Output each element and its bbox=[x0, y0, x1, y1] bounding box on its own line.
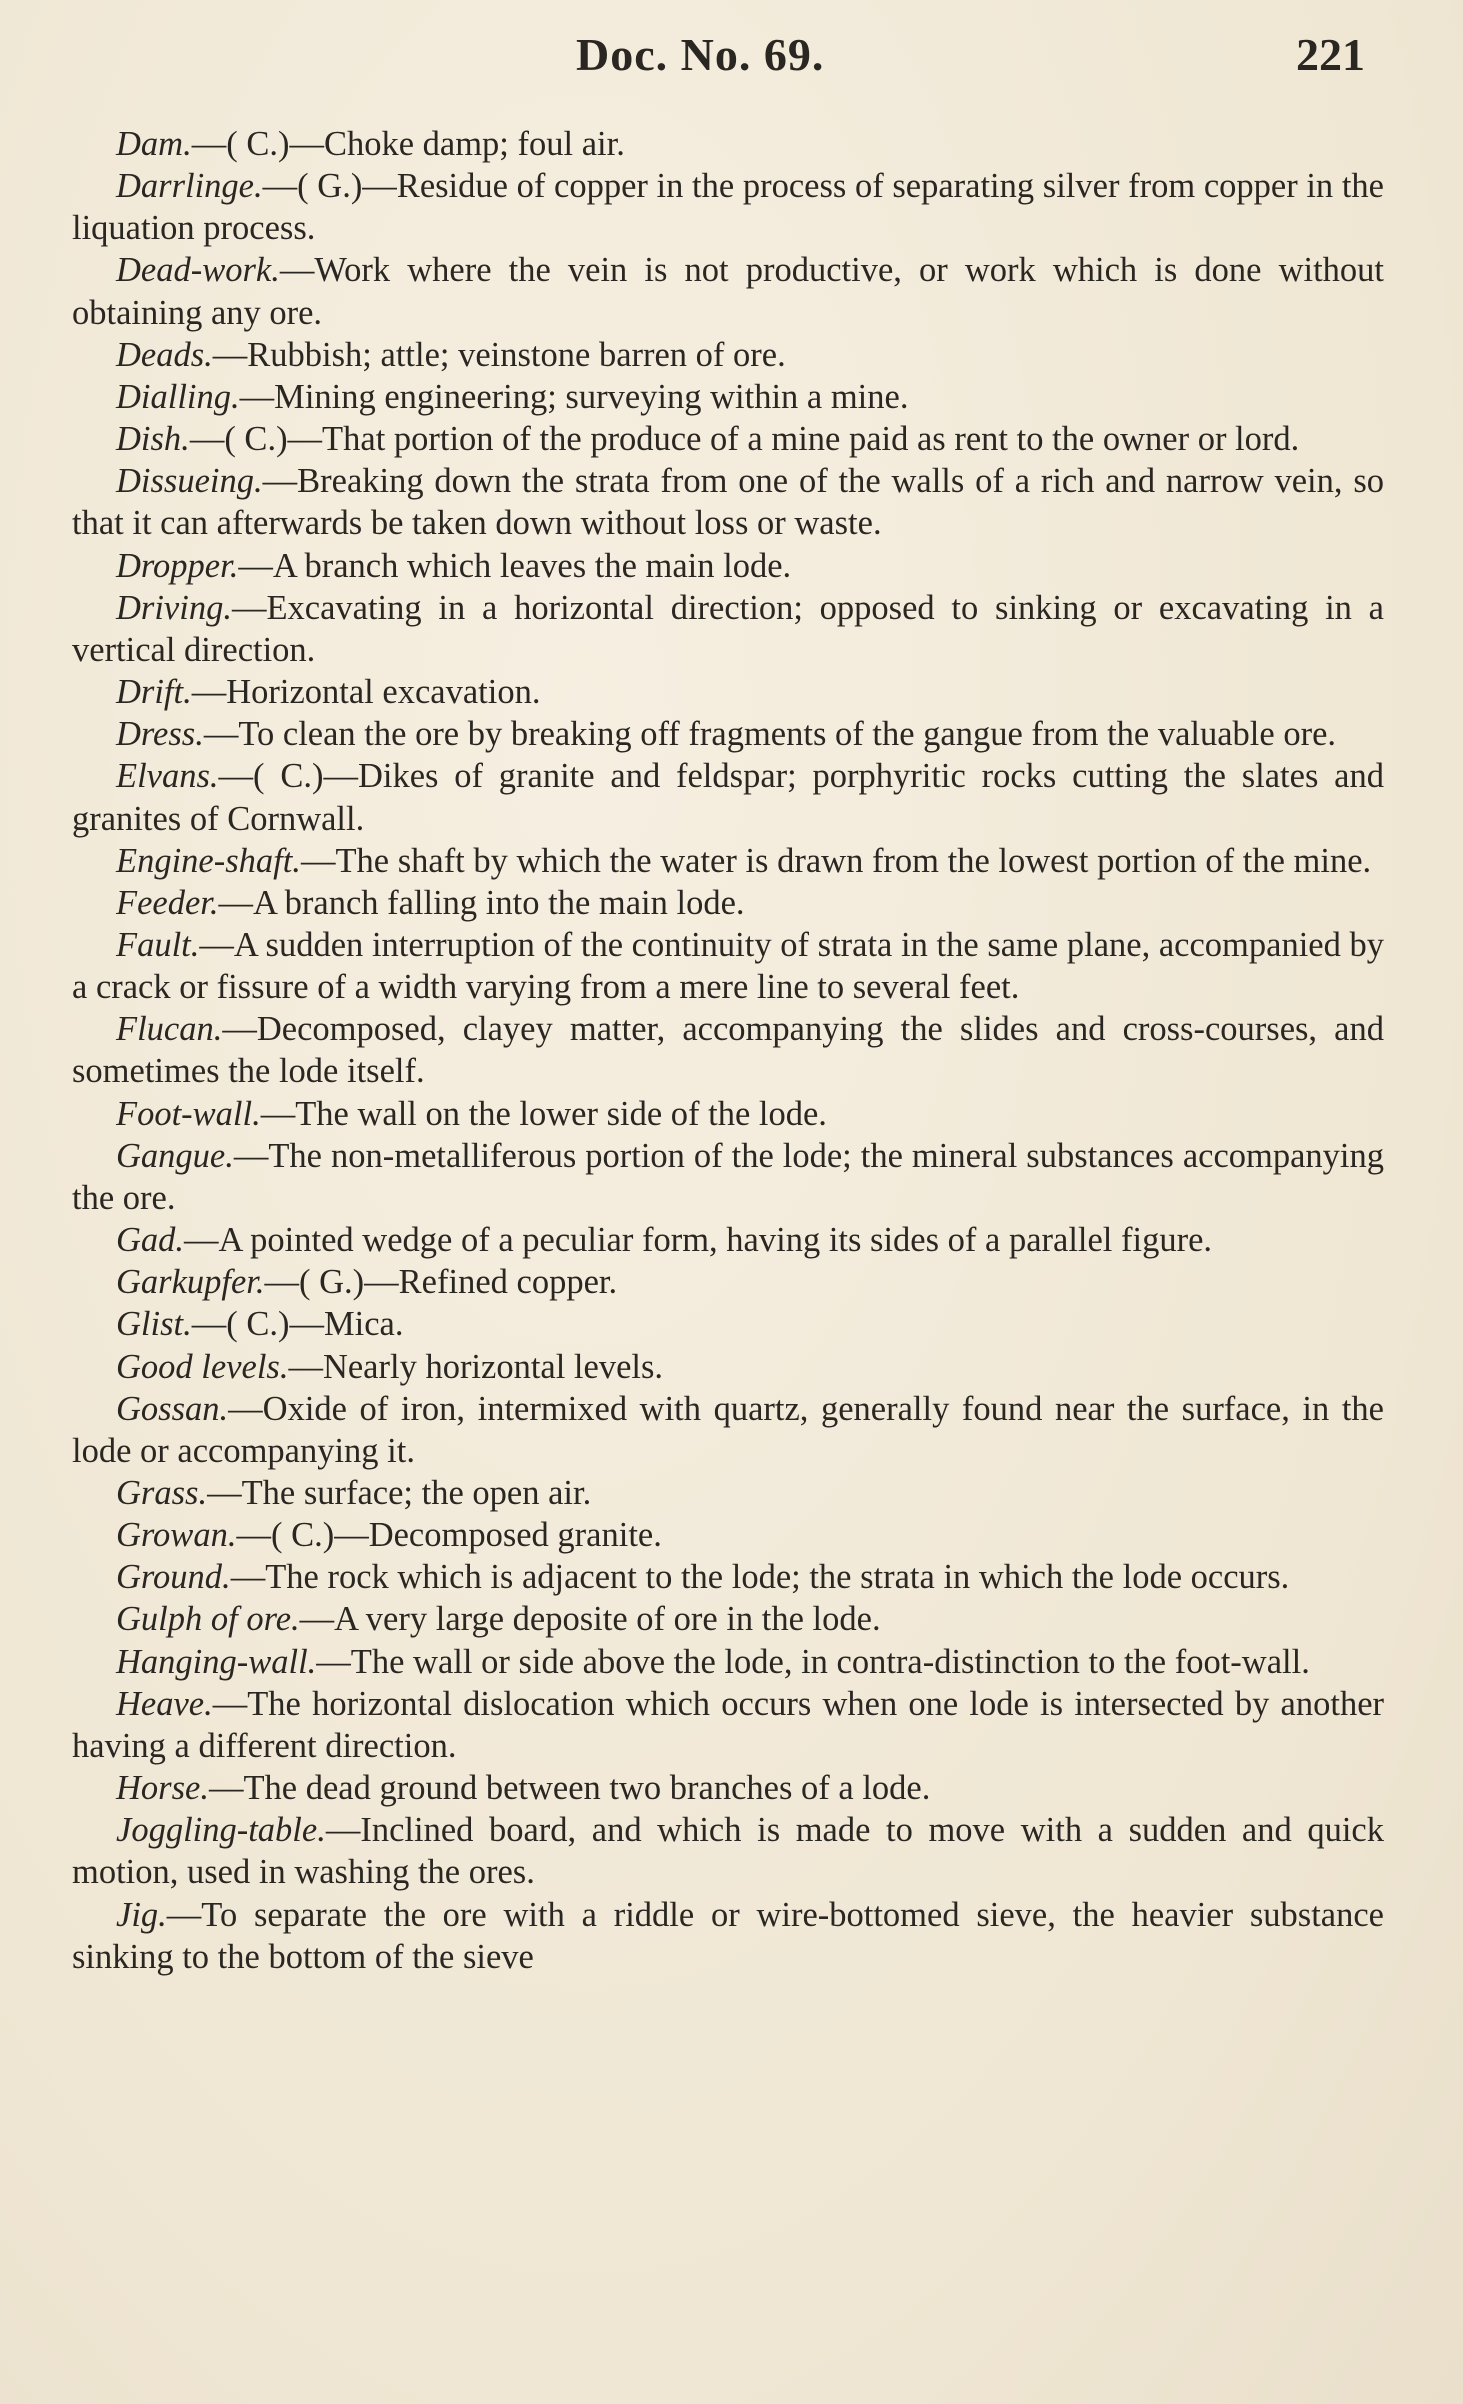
glossary-entry bbox=[72, 1894, 1384, 1978]
glossary-entry bbox=[72, 249, 1384, 333]
glossary-entry bbox=[72, 1767, 1384, 1809]
glossary-entry bbox=[72, 924, 1384, 1008]
glossary-entry bbox=[72, 755, 1384, 839]
glossary-entry bbox=[72, 165, 1384, 249]
entry-term: Dish. bbox=[116, 420, 190, 459]
page-header bbox=[0, 24, 1463, 84]
page-number: 221 bbox=[1296, 29, 1365, 80]
entry-term: Gossan. bbox=[116, 1389, 229, 1428]
entry-definition: —A branch falling into the main lode. bbox=[218, 883, 745, 922]
entry-definition: —Work where the vein is not productive, or work which is done without obtaining any ore. bbox=[72, 251, 1384, 332]
entry-term: Darrlinge. bbox=[116, 167, 263, 206]
glossary-entry bbox=[72, 1261, 1384, 1303]
glossary-entry bbox=[72, 1556, 1384, 1598]
entry-term: Growan. bbox=[116, 1516, 237, 1555]
entry-definition: —A pointed wedge of a peculiar form, having its sides of a parallel figure. bbox=[184, 1221, 1213, 1260]
glossary-entry bbox=[72, 418, 1384, 460]
entry-term: Garkupfer. bbox=[116, 1263, 265, 1302]
glossary-entry bbox=[72, 376, 1384, 418]
glossary-entry bbox=[72, 1303, 1384, 1345]
glossary-entry bbox=[72, 1514, 1384, 1556]
entry-definition: —( G.)—Residue of copper in the process of separating silver from copper in the liquation process. bbox=[72, 167, 1384, 248]
entry-term: Joggling-table. bbox=[116, 1811, 326, 1850]
entry-definition: —( C.)—That portion of the produce of a mine paid as rent to the owner or lord. bbox=[189, 420, 1300, 459]
glossary-entry bbox=[72, 1388, 1384, 1472]
entry-definition: —The wall on the lower side of the lode. bbox=[260, 1094, 827, 1133]
glossary-entry bbox=[72, 1472, 1384, 1514]
glossary-entry bbox=[72, 1135, 1384, 1219]
glossary-entry bbox=[72, 334, 1384, 376]
entry-term: Drift. bbox=[116, 673, 192, 712]
entry-definition: —Mining engineering; surveying within a mine. bbox=[239, 377, 909, 416]
glossary-entry bbox=[72, 671, 1384, 713]
entry-term: Good levels. bbox=[116, 1347, 289, 1386]
entry-definition: —Oxide of iron, intermixed with quartz, generally found near the surface, in the lode or accompanying it. bbox=[72, 1389, 1384, 1470]
entry-definition: —To separate the ore with a riddle or wire-bottomed sieve, the heavier substance sinking to the bottom of the sieve bbox=[72, 1895, 1384, 1976]
glossary-entry bbox=[72, 882, 1384, 924]
entry-definition: —Decomposed, clayey matter, accompanying the slides and cross-courses, and sometimes the lode itself. bbox=[72, 1010, 1384, 1091]
entry-term: Engine-shaft. bbox=[116, 841, 301, 880]
glossary-entry bbox=[72, 1219, 1384, 1261]
glossary-entry bbox=[72, 1346, 1384, 1388]
entry-definition: —( G.)—Refined copper. bbox=[264, 1263, 618, 1302]
entry-term: Dissueing. bbox=[116, 462, 263, 501]
entry-term: Grass. bbox=[116, 1474, 208, 1512]
entry-definition: —( C.)—Decomposed granite. bbox=[236, 1516, 662, 1555]
glossary-entry bbox=[72, 460, 1384, 544]
entry-definition: —( C.)—Choke damp; foul air. bbox=[191, 125, 625, 163]
entry-term: Dead-work. bbox=[116, 251, 280, 290]
entry-term: Ground. bbox=[116, 1558, 231, 1597]
document-title: Doc. No. 69. bbox=[576, 29, 825, 80]
entry-definition: —Horizontal excavation. bbox=[191, 673, 541, 712]
entry-term: Gad. bbox=[116, 1221, 185, 1260]
entry-definition: —A branch which leaves the main lode. bbox=[238, 546, 792, 585]
entry-term: Horse. bbox=[116, 1769, 209, 1808]
entry-term: Dam. bbox=[116, 125, 192, 163]
entry-definition: —( C.)—Dikes of granite and feldspar; porphyritic rocks cutting the slates and granites of Cornwall. bbox=[72, 757, 1384, 838]
entry-term: Dialling. bbox=[116, 377, 240, 416]
entry-definition: —The shaft by which the water is drawn from the lowest portion of the mine. bbox=[300, 841, 1372, 880]
entry-term: Hanging-wall. bbox=[116, 1642, 317, 1681]
entry-definition: —To clean the ore by breaking off fragments of the gangue from the valuable ore. bbox=[203, 715, 1337, 754]
glossary-entry bbox=[72, 1683, 1384, 1767]
entry-definition: —Inclined board, and which is made to move with a sudden and quick motion, used in washing the ores. bbox=[72, 1811, 1384, 1892]
entry-term: Feeder. bbox=[116, 883, 219, 922]
glossary-entry bbox=[72, 587, 1384, 671]
entry-definition: —The wall or side above the lode, in contra-distinction to the foot-wall. bbox=[316, 1642, 1310, 1681]
entry-term: Foot-wall. bbox=[116, 1094, 261, 1133]
glossary-entry bbox=[72, 1008, 1384, 1092]
entry-definition: —A very large deposite of ore in the lode. bbox=[299, 1600, 881, 1639]
entry-definition: —Breaking down the strata from one of the walls of a rich and narrow vein, so that it can afterwards be taken down without loss or waste. bbox=[72, 462, 1384, 543]
entry-term: Fault. bbox=[116, 925, 200, 964]
entry-term: Heave. bbox=[116, 1684, 213, 1723]
entry-definition: —The dead ground between two branches of a lode. bbox=[208, 1769, 931, 1808]
entry-term: Deads. bbox=[116, 335, 213, 374]
entry-term: Elvans. bbox=[116, 757, 219, 796]
entry-term: Dress. bbox=[116, 715, 204, 754]
entry-definition: —Nearly horizontal levels. bbox=[288, 1347, 664, 1386]
entry-term: Driving. bbox=[116, 588, 232, 627]
entry-term: Gulph of ore. bbox=[116, 1600, 300, 1639]
entry-term: Glist. bbox=[116, 1305, 192, 1344]
entry-definition: —The rock which is adjacent to the lode; the strata in which the lode occurs. bbox=[230, 1558, 1290, 1597]
entry-definition: —The surface; the open air. bbox=[207, 1474, 592, 1512]
glossary-entries bbox=[72, 123, 1384, 1978]
entry-definition: —( C.)—Mica. bbox=[191, 1305, 404, 1344]
entry-definition: —A sudden interruption of the continuity of strata in the same plane, accompanied by a crack or fissure of a width varying from a mere line to several feet. bbox=[72, 925, 1384, 1007]
entry-term: Gangue. bbox=[116, 1136, 234, 1175]
entry-term: Flucan. bbox=[116, 1010, 223, 1049]
glossary-entry bbox=[72, 1809, 1384, 1893]
entry-term: Jig. bbox=[116, 1895, 167, 1934]
glossary-entry bbox=[72, 1598, 1384, 1640]
glossary-entry bbox=[72, 840, 1384, 882]
entry-definition: —The non-metalliferous portion of the lode; the mineral substances accompanying the ore. bbox=[72, 1136, 1384, 1217]
glossary-entry bbox=[72, 123, 1384, 165]
entry-definition: —Excavating in a horizontal direction; opposed to sinking or excavating in a vertical direction. bbox=[72, 588, 1384, 669]
glossary-entry bbox=[72, 713, 1384, 755]
glossary-entry bbox=[72, 1093, 1384, 1135]
glossary-entry bbox=[72, 1641, 1384, 1683]
entry-definition: —The horizontal dislocation which occurs when one lode is intersected by another having a different direction. bbox=[72, 1684, 1384, 1765]
entry-term: Dropper. bbox=[116, 546, 239, 585]
glossary-entry bbox=[72, 545, 1384, 587]
entry-definition: —Rubbish; attle; veinstone barren of ore. bbox=[212, 335, 786, 374]
